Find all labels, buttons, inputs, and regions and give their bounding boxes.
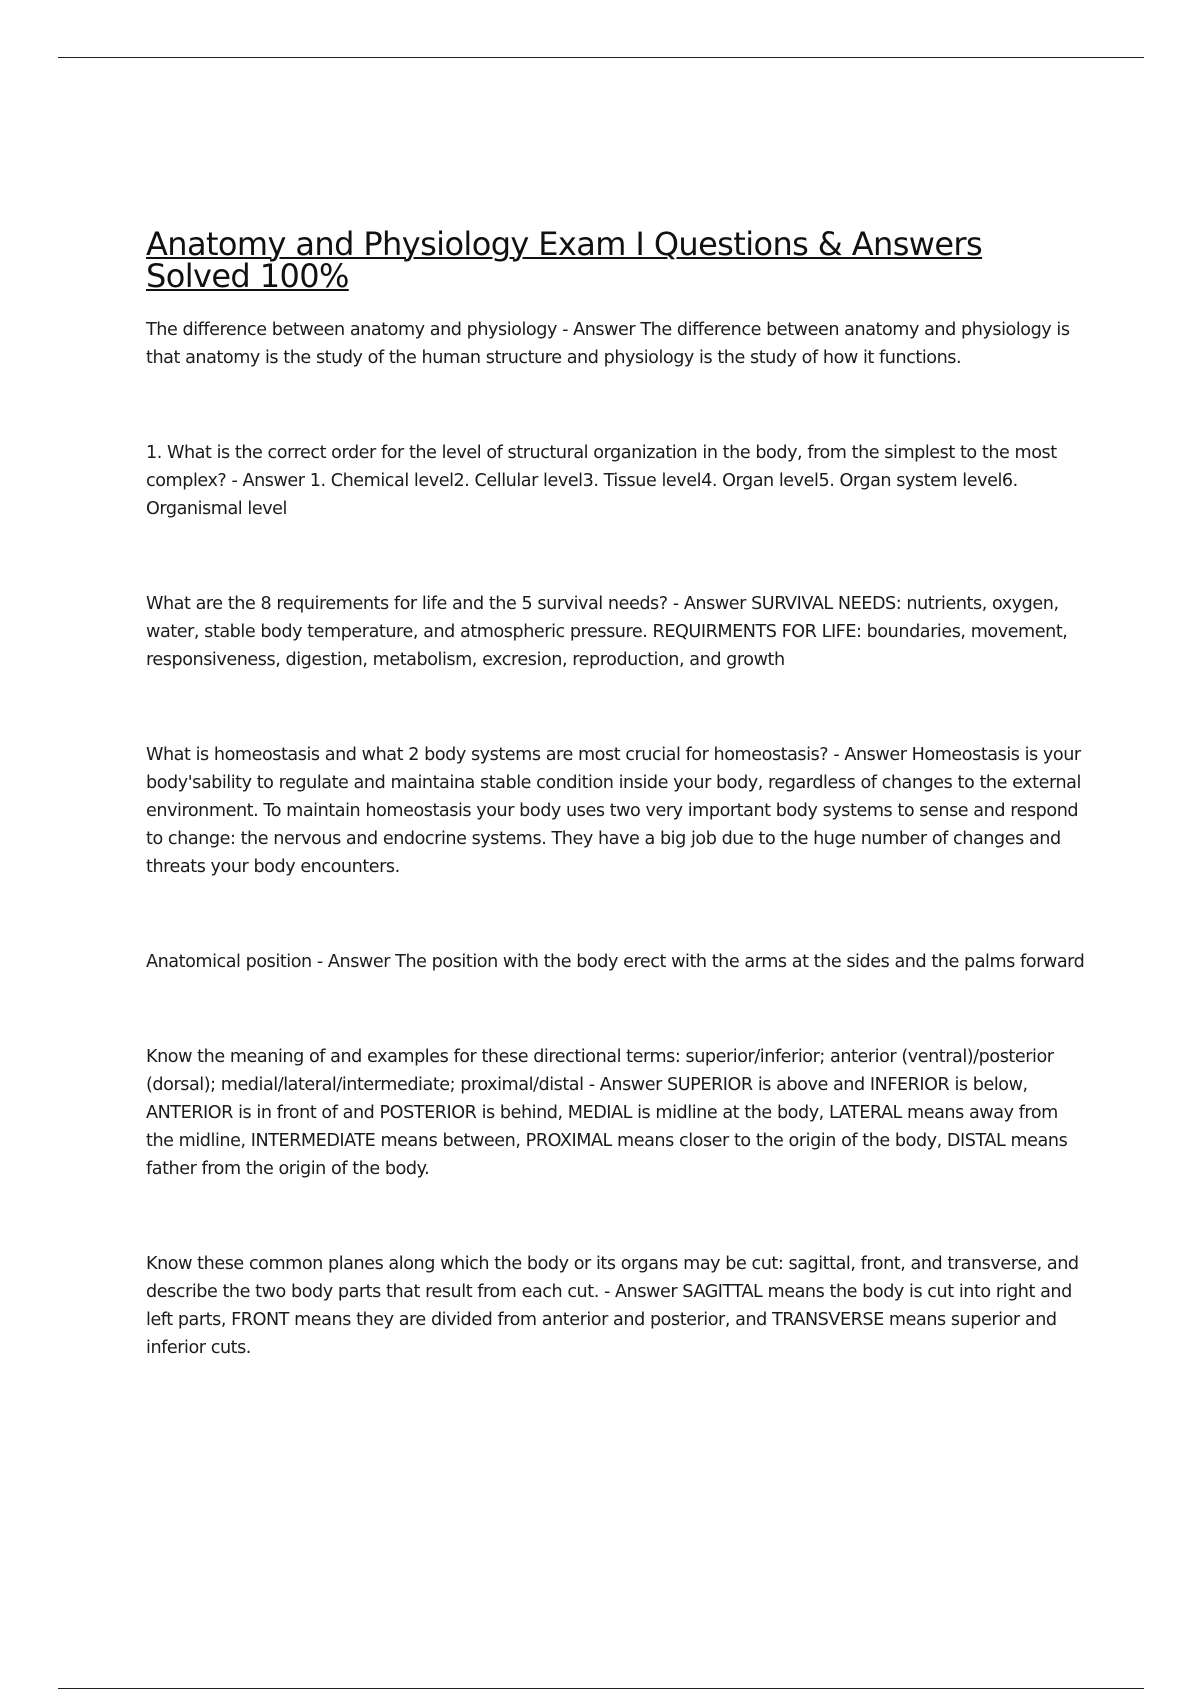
answer-separator: - Answer [598,1282,683,1302]
qa-item [146,439,1086,523]
question-text: Know these common planes along which the body or its organs may be cut: sagittal, front, and transverse, and describe the two body parts that result from each cut. [146,1254,1079,1302]
question-text: The difference between anatomy and physiology [146,320,557,340]
question-text: 1. What is the correct order for the level of structural organization in the body, from the simplest to the most complex? [146,443,1057,491]
qa-item [146,590,1086,674]
answer-text: SUPERIOR is above and INFERIOR is below, ANTERIOR is in front of and POSTERIOR is behind, MEDIAL is midline at the body, LATERAL means away from the midline, INTERMEDIATE means between, PROXIMAL means closer to the origin of the body, DISTAL means father from the origin of the body. [146,1075,1068,1179]
answer-separator: - Answer [583,1075,668,1095]
answer-text: SURVIVAL NEEDS: nutrients, oxygen, water, stable body temperature, and atmospheric pressure. REQUIRMENTS FOR LIFE: boundaries, movement, responsiveness, digestion, metabolism, excresion, reproduction, and growth [146,594,1068,670]
document-body [146,225,1086,1362]
page-top-rule [58,57,1144,58]
question-text: Anatomical position [146,952,312,972]
answer-separator: - Answer [556,320,641,340]
answer-separator: - Answer [667,594,752,614]
answer-separator: - Answer [226,471,310,491]
qa-item [146,741,1086,881]
question-text: What is homeostasis and what 2 body systems are most crucial for homeostasis? [146,745,829,765]
answer-separator: - Answer [311,952,396,972]
answer-text: SAGITTAL means the body is cut into right and left parts, FRONT means they are divided from anterior and posterior, and TRANSVERSE means superior and inferior cuts. [146,1282,1072,1358]
question-text: What are the 8 requirements for life and the 5 survival needs? [146,594,668,614]
qa-item [146,948,1086,976]
answer-text: Homeostasis is your body'sability to regulate and maintaina stable condition inside your body, regardless of changes to the external environment. To maintain homeostasis your body uses two very important body systems to sense and respond to change: the nervous and endocrine systems. They have a big job due to the huge number of changes and threats your body encounters. [146,745,1081,877]
answer-text: 1. Chemical level2. Cellular level3. Tissue level4. Organ level5. Organ system level6. Organismal level [146,471,1018,519]
qa-item [146,316,1086,372]
document-title: Anatomy and Physiology Exam I Questions & Answers Solved 100% [146,225,983,295]
qa-item [146,1043,1086,1183]
answer-separator: - Answer [828,745,912,765]
page-bottom-rule [58,1688,1144,1689]
answer-text: The position with the body erect with the arms at the sides and the palms forward [395,952,1085,972]
qa-item [146,1250,1086,1362]
answer-text: The difference between anatomy and physiology is that anatomy is the study of the human structure and physiology is the study of how it functions. [146,320,1070,368]
question-text: Know the meaning of and examples for these directional terms: superior/inferior; anterior (ventral)/posterior (dorsal); medial/lateral/intermediate; proximal/distal [146,1047,1054,1095]
